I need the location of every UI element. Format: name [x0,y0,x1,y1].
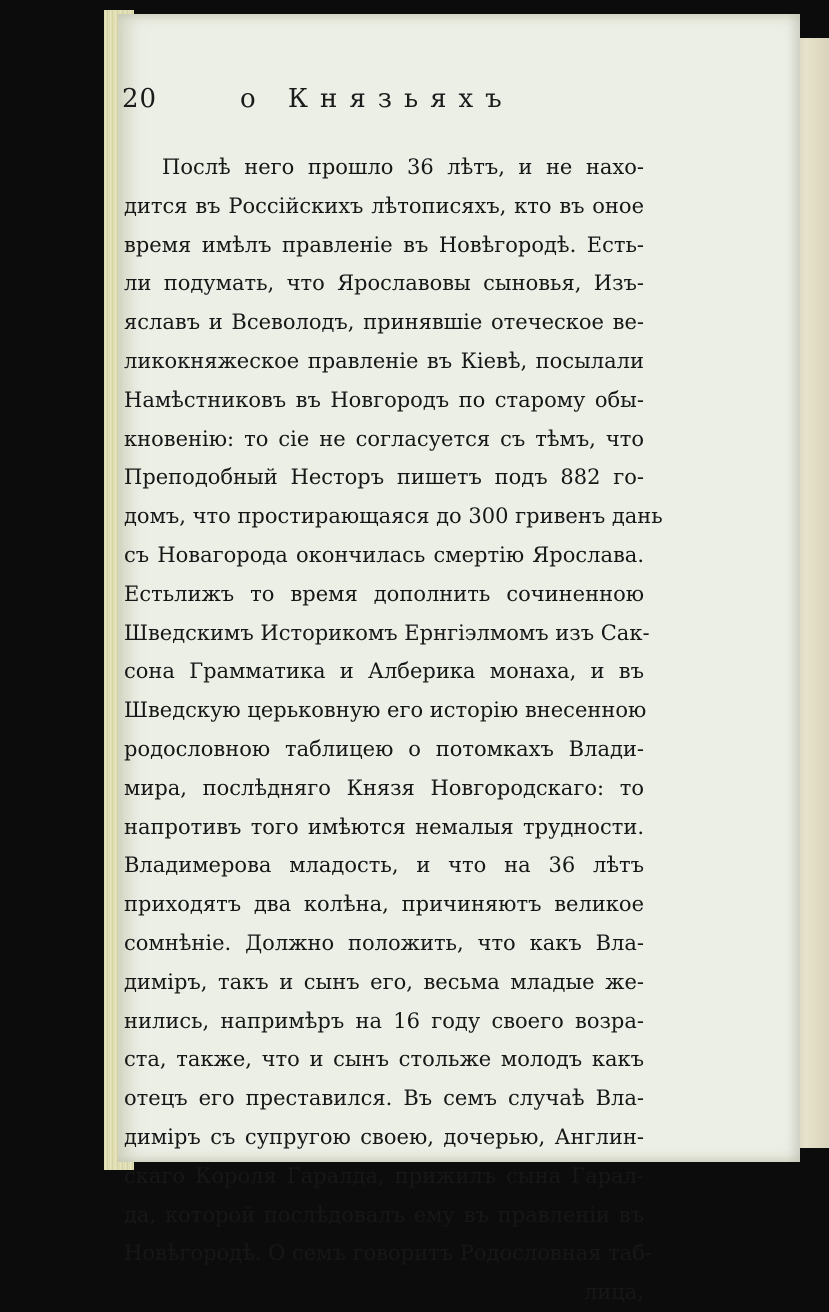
text-line: напротивъ того имѣются немалыя трудности. [124,814,644,839]
text-line: домъ, что простирающаяся до 300 гривенъ дань [124,504,663,529]
text-line: Естьлижъ то время дополнить сочиненною [124,581,644,606]
page-header [122,84,642,134]
text-line: нились, напримѣръ на 16 году своего возра- [124,1008,644,1033]
text-line: Послѣ него прошло 36 лѣтъ, и не нахо- [162,155,644,179]
text-line: отецъ его преставился. Въ семъ случаѣ Вла- [124,1086,644,1111]
text-line: ли подумать, что Ярославовы сыновья, Изъ- [124,271,644,296]
text-line: ликокняжеское правленіе въ Кіевѣ, посылали [124,348,644,373]
text-line: Намѣстниковъ въ Новгородъ по старому обы- [124,387,644,412]
text-line: съ Новагорода окончилась смертію Ярослава. [124,542,644,567]
text-line: Шведскимъ Историкомъ Ернгіэлмомъ изъ Сак- [124,620,650,645]
text-line: дится въ Россійскихъ лѣтописяхъ, кто въ оное [124,193,644,218]
text-line: время имѣлъ правленіе въ Новѣгородѣ. Есть- [124,232,644,257]
text-line: скаго Короля Гаралда, прижилъ сына Гарал- [124,1163,644,1188]
text-line: Преподобный Несторъ пишетъ подъ 882 го- [124,465,644,490]
text-line: Шведскую церьковную его исторію внесенною [124,698,647,723]
text-line: Владимерова младость, и что на 36 лѣтъ [124,853,644,878]
text-line: кновенію: то сіе не согласуется съ тѣмъ, что [124,426,644,451]
body-text [124,148,663,1312]
text-line: сона Грамматика и Алберика монаха, и въ [124,659,644,684]
text-line: мира, послѣдняго Князя Новгородскаго: то [124,775,644,800]
text-line: Новѣгородѣ. О семъ говоритъ Родословная таб- [124,1241,653,1266]
text-line: лица, [583,1280,644,1305]
text-line: яславъ и Всеволодъ, принявшіе отеческое ве- [124,310,644,335]
text-line: приходятъ два колѣна, причиняютъ великое [124,892,644,917]
text-line: ста, также, что и сынъ стольже молодъ какъ [124,1047,644,1072]
text-line: сомнѣніе. Должно положить, что какъ Вла- [124,930,644,955]
running-head: о Князьяхъ [240,84,514,114]
text-line: да, которой послѣдовалъ ему въ правленіи въ [124,1202,644,1227]
text-line: родословною таблицею о потомкахъ Влади- [124,736,644,761]
page-number: 20 [122,84,158,114]
text-line: диміръ, такъ и сынъ его, весьма младые же- [124,969,644,994]
text-line: диміръ съ супругою своею, дочерью, Англин- [124,1124,644,1149]
